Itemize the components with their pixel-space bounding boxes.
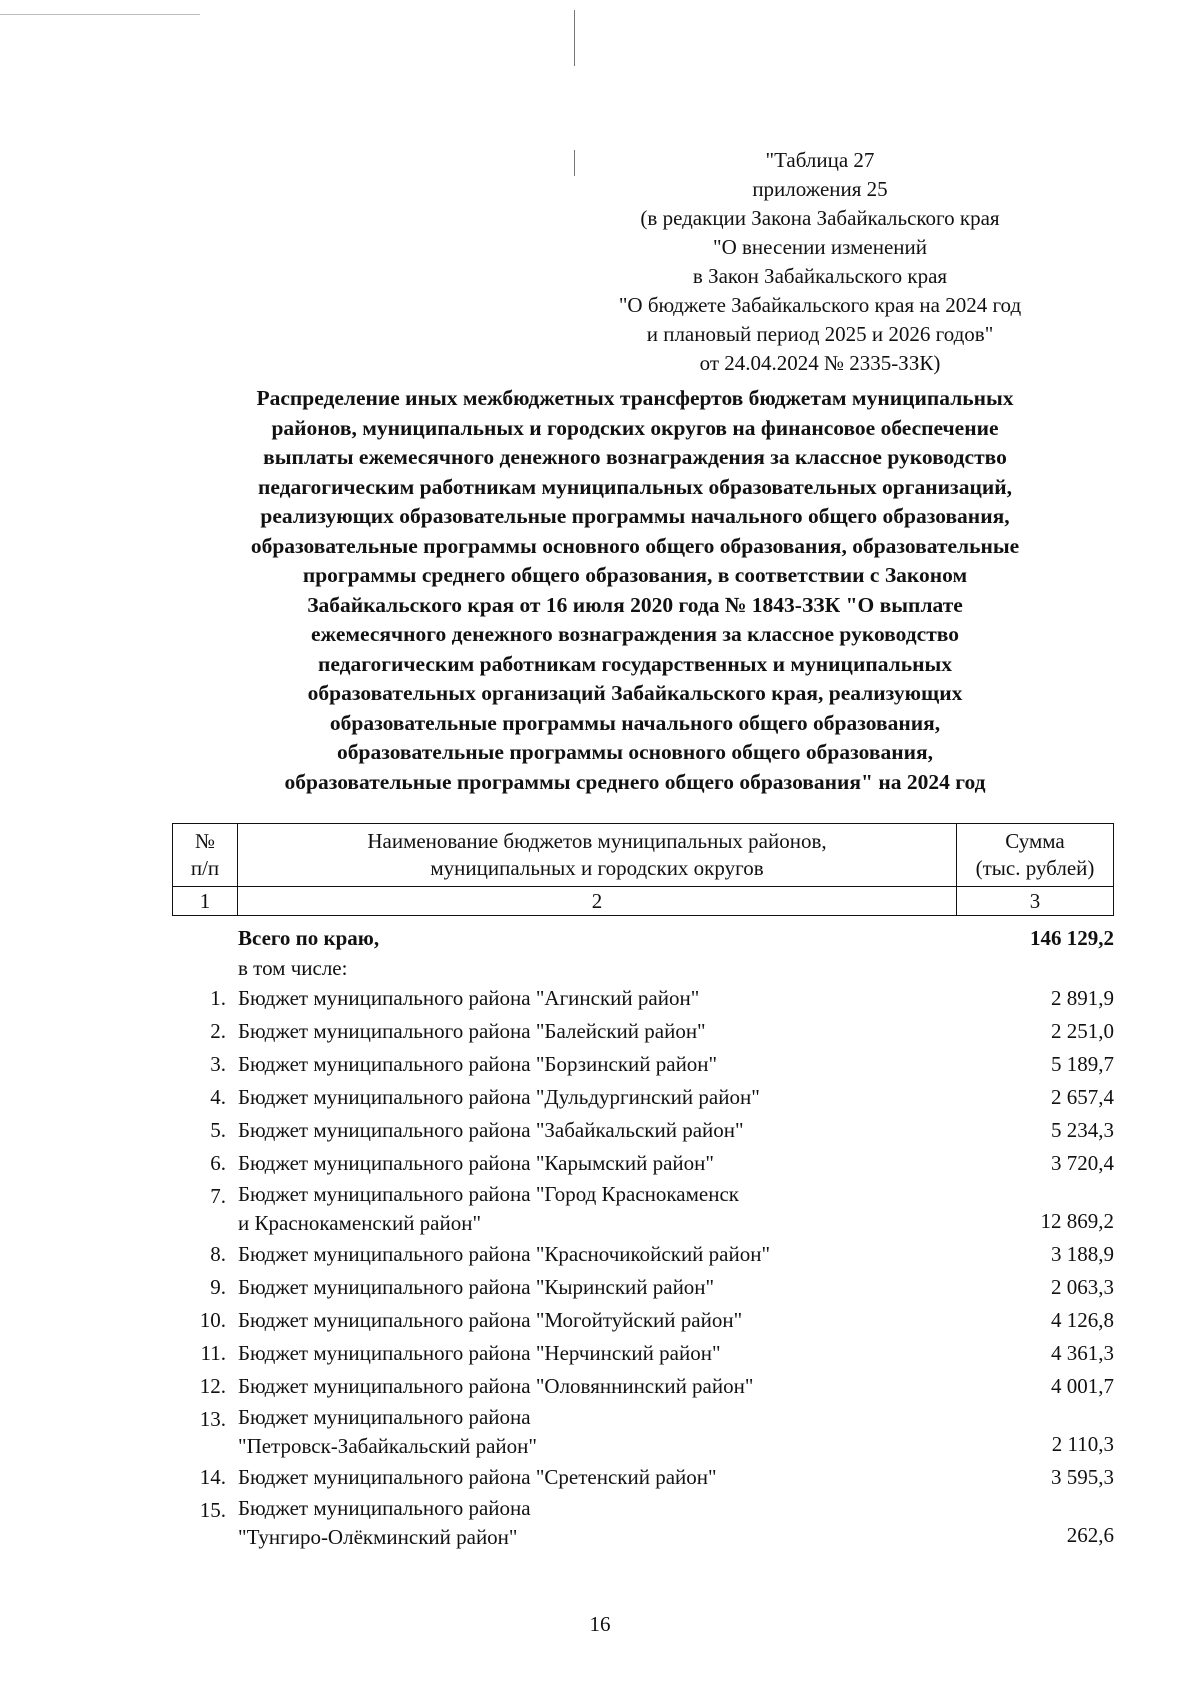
row-value: 262,6 [1066,1523,1114,1547]
row-name: Бюджет муниципального района "Балейский район" [238,1019,706,1043]
row-name: Бюджет муниципального района "Могойтуйский район" [238,1308,743,1332]
table-row [172,1081,1114,1114]
row-number: 6. [210,1151,226,1175]
row-name: Бюджет муниципального района "Сретенский район" [238,1465,717,1489]
table-row [172,1494,1114,1552]
title-line: выплаты ежемесячного денежного вознаграждения за классное руководство [263,445,1007,469]
title-line: образовательных организаций Забайкальского края, реализующих [307,681,963,705]
total-value: 146 129,2 [1030,926,1114,950]
table-row [172,1271,1114,1304]
row-value: 2 110,3 [1051,1432,1114,1456]
header-line: приложения 25 [752,177,888,201]
column-number: 3 [957,887,1114,916]
title-line: районов, муниципальных и городских округов на финансовое обеспечение [271,415,999,440]
title-line: программы среднего общего образования, в соответствии с Законом [302,563,968,587]
table-row [172,1147,1114,1180]
table-header [172,823,1114,916]
row-name [236,1494,940,1552]
header-text: (тыс. рублей) [975,856,1095,880]
table-attachment-header [540,146,1100,378]
row-value: 4 361,3 [1051,1341,1114,1365]
table-row [172,1180,1114,1238]
row-number: 5. [210,1118,226,1142]
column-header-amount [957,824,1114,887]
row-name: Бюджет муниципального района "Борзинский район" [238,1052,718,1076]
header-line: и плановый период 2025 и 2026 годов" [646,322,994,346]
column-header-number [173,824,238,887]
row-number: 1. [210,986,226,1010]
header-text: муниципальных и городских округов [430,856,764,880]
column-number-row [173,887,1114,916]
row-value: 3 720,4 [1051,1151,1114,1175]
header-row [173,824,1114,887]
header-text: Наименование бюджетов муниципальных районов, [367,829,827,853]
header-line: от 24.04.2024 № 2335-ЗЗК) [699,351,941,375]
row-name: Бюджет муниципального района "Оловяннинский район" [238,1374,754,1398]
row-name-line: и Краснокаменский район" [238,1211,482,1235]
row-number: 4. [210,1085,226,1109]
header-line: "Таблица 27 [765,148,875,172]
total-row [172,922,1114,955]
table-row [172,1461,1114,1494]
subtotal-caption: в том числе: [238,956,348,980]
subtotal-caption-row [172,955,1114,982]
table-row [172,1015,1114,1048]
row-name: Бюджет муниципального района "Кыринский район" [238,1275,715,1299]
header-text: п/п [190,856,220,880]
row-number: 8. [210,1242,226,1266]
document-title [150,384,1120,797]
row-value: 4 001,7 [1051,1374,1114,1398]
table-body [172,922,1114,1552]
row-value: 3 595,3 [1051,1465,1114,1489]
row-number: 3. [210,1052,226,1076]
row-name: Бюджет муниципального района "Нерчинский район" [238,1341,721,1365]
table-row [172,1114,1114,1147]
scan-artifact [574,10,575,66]
row-value: 2 251,0 [1051,1019,1114,1043]
row-name-line: Бюджет муниципального района [238,1405,531,1429]
title-line: Забайкальского края от 16 июля 2020 года № 1843-ЗЗК "О выплате [307,592,963,617]
table-row [172,1048,1114,1081]
title-line: реализующих образовательные программы начального общего образования, [260,504,1010,528]
header-text: Сумма [1005,829,1065,853]
row-number: 15. [199,1498,226,1522]
total-label: Всего по краю, [238,926,380,950]
table-row [172,1403,1114,1461]
row-number: 2. [210,1019,226,1043]
table-row [172,1238,1114,1271]
row-value: 12 869,2 [1040,1209,1114,1233]
row-value: 2 063,3 [1051,1275,1114,1299]
row-number [172,955,236,982]
title-line: педагогическим работникам государственных и муниципальных [317,651,953,676]
header-line: в Закон Забайкальского края [692,264,948,288]
title-line: педагогическим работникам муниципальных образовательных организаций, [258,474,1012,499]
row-name-line: Бюджет муниципального района [238,1496,531,1520]
row-value: 5 234,3 [1051,1118,1114,1142]
column-number: 1 [173,887,238,916]
page-number: 16 [589,1612,611,1636]
scan-artifact [0,14,200,15]
row-value: 4 126,8 [1051,1308,1114,1332]
row-number [172,922,236,955]
row-number: 9. [210,1275,226,1299]
header-text: № [194,829,216,853]
header-line: (в редакции Закона Забайкальского края [640,206,1000,230]
row-name-line: "Петровск-Забайкальский район" [238,1434,537,1458]
column-number: 2 [238,887,957,916]
row-name: Бюджет муниципального района "Дульдургинский район" [238,1085,760,1109]
table-row [172,982,1114,1015]
header-line: "О внесении изменений [713,235,927,259]
row-number: 7. [210,1184,226,1208]
title-line: Распределение иных межбюджетных трансфертов бюджетам муниципальных [256,386,1014,410]
row-value: 2 657,4 [1051,1085,1114,1109]
row-value: 3 188,9 [1051,1242,1114,1266]
table-row [172,1337,1114,1370]
row-name [236,1180,940,1238]
title-line: образовательные программы основного общего образования, [336,740,933,764]
column-header-name [238,824,957,887]
row-value: 2 891,9 [1051,986,1114,1010]
row-number: 13. [199,1407,226,1431]
row-name [236,1403,940,1461]
table-row [172,1370,1114,1403]
row-number: 12. [199,1374,226,1398]
table-row [172,1304,1114,1337]
title-line: образовательные программы основного общего образования, образовательные [250,533,1020,558]
row-number: 14. [199,1465,226,1489]
title-line: образовательные программы начального общего образования, [329,710,941,735]
row-number: 10. [199,1308,226,1332]
row-name-line: Бюджет муниципального района "Город Краснокаменск [238,1182,739,1206]
title-line: образовательные программы среднего общего образования" на 2024 год [284,769,986,794]
row-value: 5 189,7 [1051,1052,1114,1076]
row-name: Бюджет муниципального района "Забайкальский район" [238,1118,744,1142]
row-number: 11. [200,1341,226,1365]
row-name-line: "Тунгиро-Олёкминский район" [238,1525,518,1549]
row-name: Бюджет муниципального района "Карымский район" [238,1151,714,1175]
header-line: "О бюджете Забайкальского края на 2024 год [618,293,1022,317]
row-name: Бюджет муниципального района "Красночикойский район" [238,1242,771,1266]
row-name: Бюджет муниципального района "Агинский район" [238,986,700,1010]
title-line: ежемесячного денежного вознаграждения за классное руководство [311,622,959,646]
